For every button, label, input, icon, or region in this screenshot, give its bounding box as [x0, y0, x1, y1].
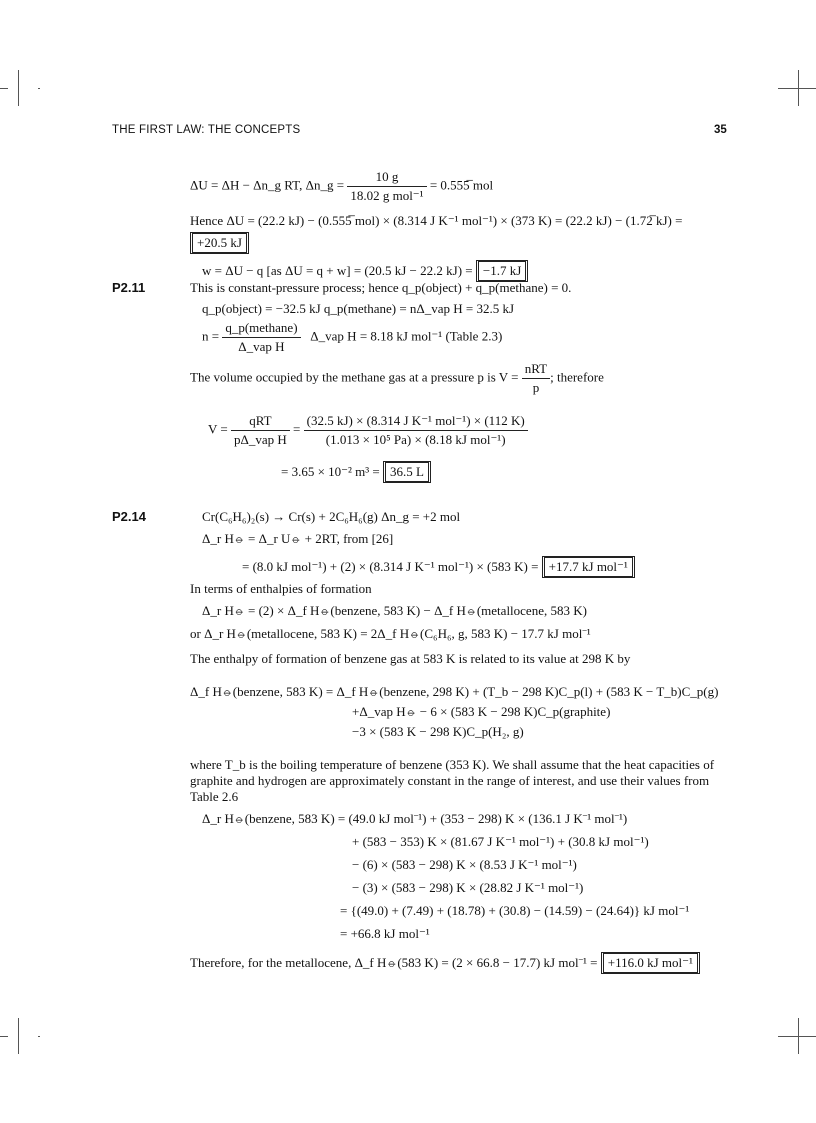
n-numerator: q_p(methane) — [222, 320, 300, 338]
volume-text: The volume occupied by the methane gas at a pressure p is V = — [190, 369, 519, 385]
dh-calc: = (8.0 kJ mol⁻¹) + (2) × (8.314 J K⁻¹ mol⁻¹) × (583 K) = — [242, 559, 539, 574]
v-result-line — [281, 461, 431, 483]
v-frac1-numerator: qRT — [231, 413, 290, 431]
v-fraction-2 — [304, 413, 528, 448]
page-number: 35 — [714, 124, 727, 136]
reaction: Cr(C₆H₆)₂(s) → Cr(s) + 2C₆H₆(g) Δn_g = +2 mol — [202, 509, 461, 524]
running-title: THE FIRST LAW: THE CONCEPTS — [112, 124, 301, 136]
dng-result: = 0.555̅ mol — [429, 177, 494, 193]
dh-calc-line — [242, 556, 635, 578]
dh-answer: +17.7 kJ mol⁻¹ — [544, 557, 633, 577]
calc-line-1: Δ_r H⦵(benzene, 583 K) = (49.0 kJ mol⁻¹) + (353 − 298) K × (136.1 J K⁻¹ mol⁻¹) — [202, 811, 628, 826]
problem-label-p2-11: P2.11 — [112, 280, 146, 295]
n-lhs: n = — [202, 328, 220, 344]
v-frac2-numerator: (32.5 kJ) × (8.314 J K⁻¹ mol⁻¹) × (112 K) — [304, 413, 528, 431]
where-paragraph: where T_b is the boiling temperature of benzene (353 K). We shall assume that the heat capacities of graphite and hydrogen are approximately constant in the range of interest, and use their values from Table 2.6 — [190, 757, 715, 804]
n-fraction — [222, 320, 300, 355]
volume-tail: ; therefore — [550, 369, 604, 385]
v-frac2-denominator: (1.013 × 10⁵ Pa) × (8.18 kJ mol⁻¹) — [325, 432, 506, 447]
du-answer-box — [190, 232, 249, 254]
v-frac1-denominator: pΔ_vap H — [234, 432, 287, 447]
dng-fraction — [347, 169, 426, 204]
crop-mark — [0, 88, 8, 89]
volume-denominator: p — [532, 380, 540, 395]
w-line: w = ΔU − q [as ΔU = q + w] = (20.5 kJ − 22.2 kJ) = — [202, 263, 473, 278]
calc-line-6: = +66.8 kJ mol⁻¹ — [340, 926, 430, 941]
calc-line-5: = {(49.0) + (7.49) + (18.78) + (30.8) − (14.59) − (24.64)} kJ mol⁻¹ — [340, 903, 690, 918]
dng-denominator: 18.02 g mol⁻¹ — [350, 188, 424, 203]
formation-eq: Δ_r H⦵ = (2) × Δ_f H⦵(benzene, 583 K) − Δ_f H⦵(metallocene, 583 K) — [202, 603, 587, 618]
v-eq: = — [293, 421, 301, 437]
du-line: ΔU = ΔH − Δn_g RT, Δn_g = — [190, 177, 345, 193]
volume-fraction — [522, 361, 550, 396]
n-equation — [202, 320, 502, 355]
final-line-wrap — [190, 952, 700, 974]
problem-label-p2-14: P2.14 — [112, 509, 146, 524]
kirchhoff-line-1: Δ_f H⦵(benzene, 583 K) = Δ_f H⦵(benzene, 298 K) + (T_b − 298 K)C_p(l) + (583 K − T_b)C_p(g) — [190, 684, 719, 699]
crop-mark — [778, 1036, 816, 1037]
crop-mark — [38, 1036, 40, 1037]
dng-numerator: 10 g — [347, 169, 426, 187]
du-answer-wrap — [190, 232, 249, 254]
related-text: The enthalpy of formation of benzene gas at 583 K is related to its value at 298 K by — [190, 651, 631, 666]
kirchhoff-line-2: +Δ_vap H⦵ − 6 × (583 K − 298 K)C_p(graphite) — [352, 704, 611, 719]
w-equation — [202, 260, 528, 282]
final-answer: +116.0 kJ mol⁻¹ — [603, 953, 698, 973]
or-line: or Δ_r H⦵(metallocene, 583 K) = 2Δ_f H⦵(C₆H₆, g, 583 K) − 17.7 kJ mol⁻¹ — [190, 626, 591, 641]
hence-line: Hence ΔU = (22.2 kJ) − (0.555̅ mol) × (8.314 J K⁻¹ mol⁻¹) × (373 K) = (22.2 kJ) − (1.72̅ kJ) = — [190, 213, 683, 228]
calc-line-2: + (583 − 353) K × (81.67 J K⁻¹ mol⁻¹) + (30.8 kJ mol⁻¹) — [352, 834, 649, 849]
crop-mark — [38, 88, 40, 89]
enthalpy-intro: In terms of enthalpies of formation — [190, 581, 372, 596]
du-equation — [190, 169, 493, 204]
p211-intro: This is constant-pressure process; hence q_p(object) + q_p(methane) = 0. — [190, 280, 572, 295]
n-denominator: Δ_vap H — [238, 339, 285, 354]
w-answer-box — [476, 260, 528, 282]
crop-mark — [0, 1036, 8, 1037]
calc-line-3: − (6) × (583 − 298) K × (8.53 J K⁻¹ mol⁻¹) — [352, 857, 577, 872]
kirchhoff-line-3: −3 × (583 K − 298 K)C_p(H₂, g) — [352, 724, 524, 739]
w-answer: −1.7 kJ — [478, 261, 526, 281]
v-lhs: V = — [208, 421, 228, 437]
du-answer: +20.5 kJ — [192, 233, 247, 253]
calc-line-4: − (3) × (583 − 298) K × (28.82 J K⁻¹ mol⁻¹) — [352, 880, 584, 895]
volume-numerator: nRT — [522, 361, 550, 379]
dh-answer-box — [542, 556, 635, 578]
final-answer-box — [601, 952, 700, 974]
v-fraction-1 — [231, 413, 290, 448]
crop-mark — [18, 70, 19, 106]
volume-sentence — [190, 361, 604, 396]
qp-line: q_p(object) = −32.5 kJ q_p(methane) = nΔ_vap H = 32.5 kJ — [202, 301, 515, 316]
v-equation — [208, 413, 528, 448]
v-answer: 36.5 L — [385, 462, 429, 482]
n-rhs: Δ_vap H = 8.18 kJ mol⁻¹ (Table 2.3) — [310, 328, 503, 344]
v-answer-box — [383, 461, 431, 483]
v-result: = 3.65 × 10⁻² m³ = — [281, 464, 380, 479]
dh-relation: Δ_r H⦵ = Δ_r U⦵ + 2RT, from [26] — [202, 531, 394, 546]
final-line: Therefore, for the metallocene, Δ_f H⦵(583 K) = (2 × 66.8 − 17.7) kJ mol⁻¹ = — [190, 955, 598, 970]
crop-mark — [18, 1018, 19, 1054]
crop-mark — [778, 88, 816, 89]
